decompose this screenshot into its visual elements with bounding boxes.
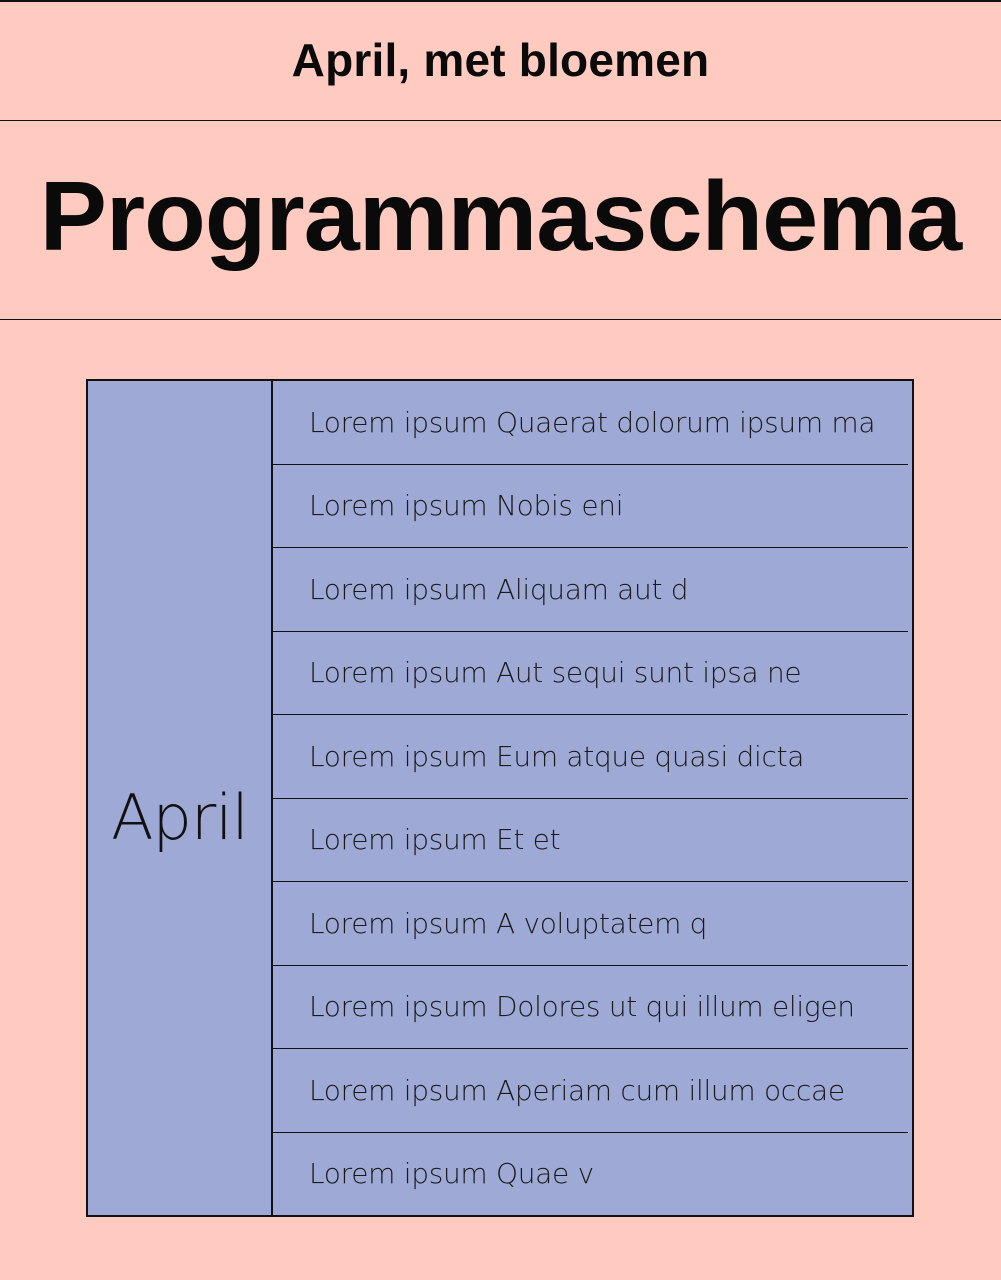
schedule-item: Lorem ipsum Et et (273, 799, 908, 883)
subtitle-band (0, 2, 1001, 121)
month-label: April (111, 780, 248, 854)
page-title: Programmaschema (39, 161, 962, 271)
schedule-item: Lorem ipsum Dolores ut qui illum eligen (273, 966, 908, 1050)
schedule-rows (273, 381, 912, 1215)
schedule-item: Lorem ipsum Aperiam cum illum occae (273, 1049, 908, 1133)
page-subtitle: April, met bloemen (291, 34, 710, 86)
schedule-item: Lorem ipsum Quae v (309, 1157, 594, 1191)
schedule-item: Lorem ipsum A voluptatem q (273, 882, 908, 966)
schedule-item: Lorem ipsum Aliquam aut d (273, 548, 908, 632)
schedule-item: Lorem ipsum Eum atque quasi dicta (273, 715, 908, 799)
title-band (0, 121, 1001, 320)
month-cell (88, 381, 273, 1215)
schedule-item: Lorem ipsum Quaerat dolorum ipsum ma (273, 381, 908, 465)
schedule-item: Lorem ipsum Aut sequi sunt ipsa ne (273, 632, 908, 716)
schedule-item: Lorem ipsum Nobis eni (273, 465, 908, 549)
program-schedule-table (86, 379, 914, 1217)
